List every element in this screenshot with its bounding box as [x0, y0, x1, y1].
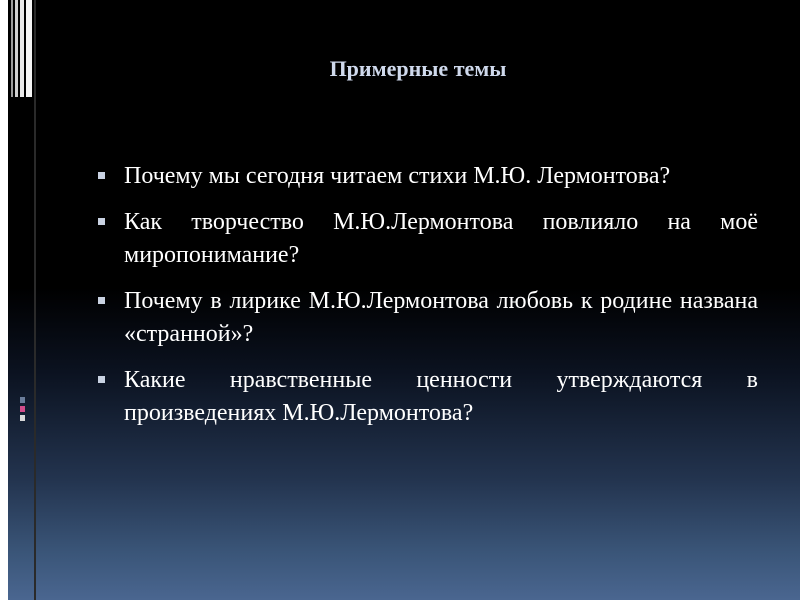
bullet-square-icon	[98, 218, 105, 225]
list-item	[98, 206, 758, 272]
list-item	[98, 160, 758, 193]
left-white-strip	[0, 0, 8, 600]
decorative-bar	[11, 0, 13, 97]
decorative-bar	[26, 0, 32, 97]
bullet-square-icon	[98, 376, 105, 383]
list-item-text: Почему мы сегодня читаем стихи М.Ю. Лермонтова?	[124, 163, 671, 189]
decorative-swatch-gray	[20, 415, 25, 421]
list-item-text: Какие нравственные ценности утверждаются в произведениях М.Ю.Лермонтова?	[124, 367, 758, 426]
topic-list	[98, 160, 758, 443]
bullet-square-icon	[98, 172, 105, 179]
decorative-bars	[11, 0, 35, 600]
list-item-text: Почему в лирике М.Ю.Лермонтова любовь к родине названа «странной»?	[124, 288, 758, 347]
bullet-square-icon	[98, 297, 105, 304]
decorative-swatch-blue	[20, 397, 25, 403]
list-item	[98, 364, 758, 430]
slide-title: Примерные темы	[329, 56, 507, 81]
decorative-swatch-pink	[20, 406, 25, 412]
decorative-bar	[15, 0, 18, 97]
list-item	[98, 285, 758, 351]
decorative-bar	[20, 0, 24, 97]
list-item-text: Как творчество М.Ю.Лермонтова повлияло на моё миропонимание?	[124, 209, 758, 268]
